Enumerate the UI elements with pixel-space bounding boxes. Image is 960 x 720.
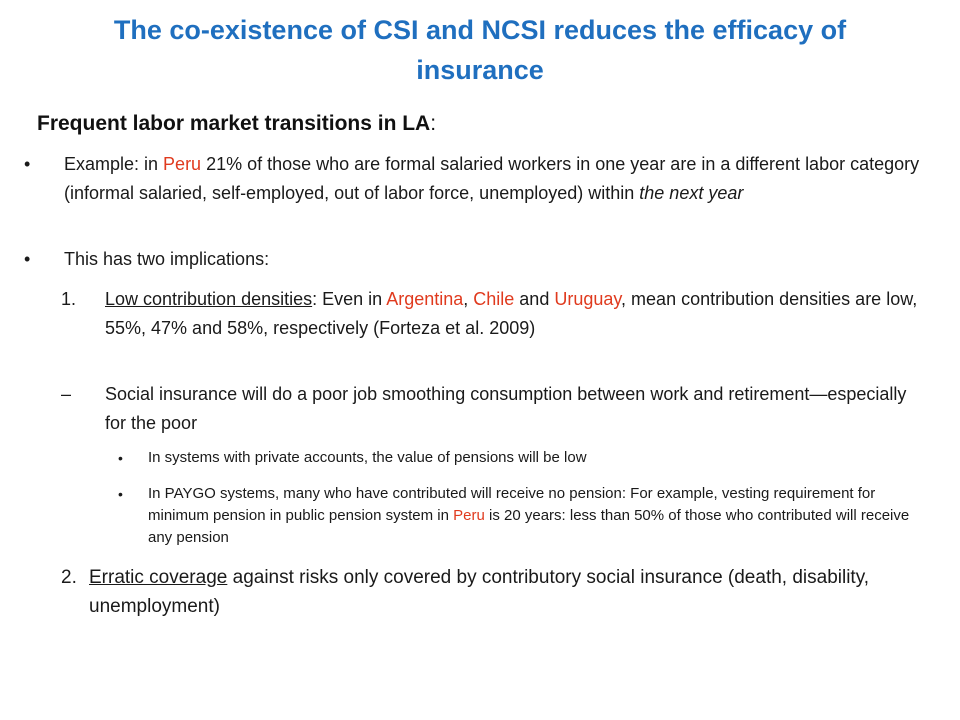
- implication-1-text-1: : Even in: [312, 289, 387, 309]
- sub-bullet-paygo-text-2: is 20 years: less than 50% of those who contributed will receive any pension: [148, 507, 910, 546]
- bullet-implications: [24, 245, 924, 274]
- dash-marker: –: [61, 384, 72, 404]
- implication-1-and: and: [514, 289, 555, 309]
- implication-2-text: against risks only covered by contributory social insurance (death, disability, unemployment): [89, 567, 870, 617]
- bullet-implications-text: This has two implications:: [64, 249, 270, 269]
- implication-2-number: 2.: [61, 567, 77, 588]
- implication-1-number: 1.: [61, 289, 77, 309]
- country-peru: Peru: [453, 507, 485, 524]
- bullet-example: [24, 150, 924, 208]
- country-peru: Peru: [163, 154, 202, 174]
- bullet-dot: •: [118, 486, 123, 502]
- implication-1-text-2: , mean contribution densities are low, 55%, 47% and 58%, respectively (Forteza et al. 2009): [105, 289, 918, 338]
- country-chile: Chile: [473, 289, 515, 309]
- sub-bullet-private-accounts: [118, 447, 928, 469]
- bullet-dot: •: [24, 249, 31, 269]
- implication-2: [61, 563, 924, 621]
- bullet-example-italic: the next year: [639, 183, 744, 203]
- bullet-dot: •: [24, 154, 31, 174]
- sub-bullet-private-accounts-text: In systems with private accounts, the value of pensions will be low: [148, 449, 587, 466]
- section-heading: [37, 112, 436, 136]
- sub-bullet-paygo-text-1: In PAYGO systems, many who have contributed will receive no pension: For example, vesting requirement for minimum pension in public pension system in: [148, 485, 876, 524]
- implication-2-title: Erratic coverage: [89, 567, 228, 588]
- section-heading-text: Frequent labor market transitions in LA: [37, 112, 431, 135]
- implication-1-comma: ,: [463, 289, 474, 309]
- section-heading-colon: :: [430, 112, 437, 135]
- dash-consumption: [61, 380, 920, 438]
- sub-bullet-paygo: [118, 483, 928, 549]
- bullet-example-text-1: Example: in: [64, 154, 164, 174]
- dash-consumption-text: Social insurance will do a poor job smoothing consumption between work and retirement—especially for the poor: [105, 384, 907, 433]
- country-uruguay: Uruguay: [554, 289, 622, 309]
- slide-title: The co-existence of CSI and NCSI reduces the efficacy of insurance: [113, 15, 847, 85]
- bullet-example-text-2: 21% of those who are formal salaried workers in one year are in a different labor category (informal salaried, self-employed, out of labor force, unemployed) within: [64, 154, 920, 203]
- implication-1: [61, 285, 920, 343]
- bullet-dot: •: [118, 450, 123, 466]
- country-argentina: Argentina: [386, 289, 464, 309]
- implication-1-title: Low contribution densities: [105, 289, 313, 309]
